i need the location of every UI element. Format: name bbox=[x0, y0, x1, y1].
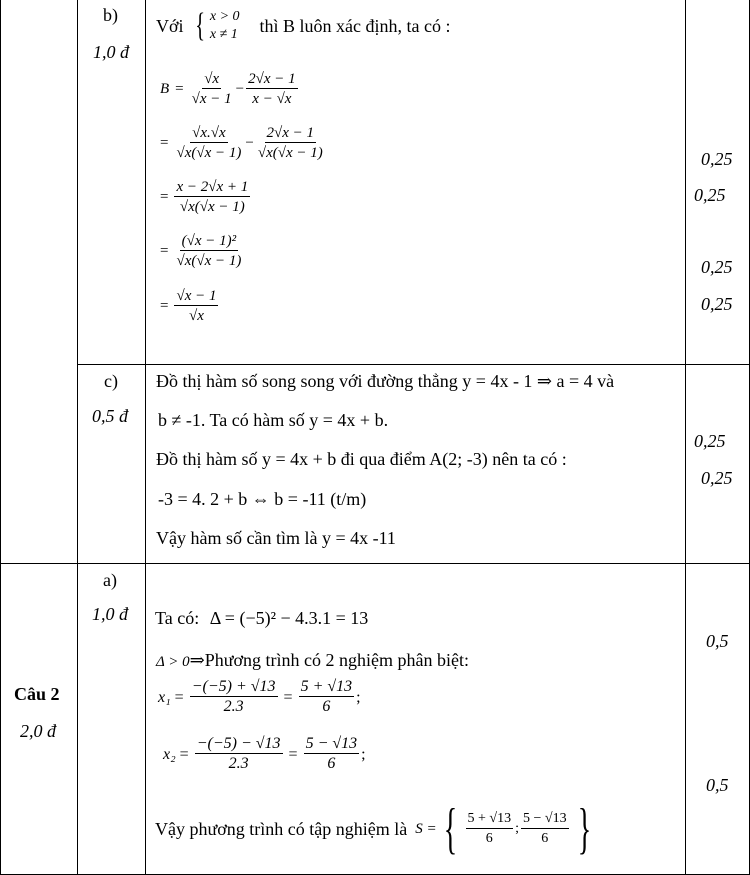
part-b-points: 1,0 đ bbox=[93, 42, 129, 62]
b-score-3: 0,25 bbox=[701, 257, 733, 277]
table-border-left bbox=[0, 0, 1, 875]
condition-brace: { bbox=[194, 7, 205, 44]
b-step-4 bbox=[160, 232, 245, 271]
b-score-4: 0,25 bbox=[701, 294, 733, 314]
root-x2-frac-1: $\frac{-(-5) - √13}{2.3}$ bbox=[196, 735, 281, 772]
part-b-label: b) bbox=[103, 5, 118, 25]
row-divider-c-cau2 bbox=[0, 563, 750, 564]
b-step-2-frac-1: $\frac{√x.√x}{√x(√x - 1)}$ bbox=[176, 125, 242, 161]
b-step-4-eq: = bbox=[160, 243, 169, 259]
b-step-1-frac-2: $\frac{2√x - 1}{x - √x}$ bbox=[248, 71, 296, 107]
delta-prefix: Ta có: bbox=[155, 608, 200, 628]
b-step-2-minus: − bbox=[245, 135, 254, 151]
root-x1-lhs: x₁ bbox=[158, 688, 171, 706]
table-divider-col2 bbox=[145, 0, 146, 875]
delta-line bbox=[155, 608, 368, 628]
c-line-3: Đồ thị hàm số y = 4x + b đi qua điểm A(2; -3) nên ta có : bbox=[156, 449, 567, 469]
root-x2-frac-2: $\frac{5 - √13}{6}$ bbox=[305, 735, 358, 772]
b-score-2: 0,25 bbox=[694, 185, 726, 205]
c-line-1: Đồ thị hàm số song song với đường thẳng y = 4x - 1 ⇒ a = 4 và bbox=[156, 371, 615, 391]
condition-suffix: thì B luôn xác định, ta có : bbox=[259, 16, 451, 36]
condition-1: x > 0 bbox=[209, 9, 240, 24]
b-step-5-frac: $\frac{√x - 1}{√x}$ bbox=[176, 288, 217, 324]
root-x1-eq: = bbox=[174, 688, 184, 706]
b-step-2-frac-2: $\frac{2√x - 1}{√x(√x - 1)}$ bbox=[257, 125, 323, 161]
solution-set-line bbox=[155, 800, 597, 858]
b-step-1-minus: − bbox=[235, 81, 245, 97]
root-x2 bbox=[163, 735, 366, 774]
b-step-4-frac: $\frac{\text{(√x − 1)²}}{√x(√x - 1)}$ bbox=[176, 233, 242, 269]
root-x1-frac-2: $\frac{5 + √13}{6}$ bbox=[300, 678, 353, 715]
root-x1-semicolon: ; bbox=[356, 688, 361, 706]
part-c-label: c) bbox=[104, 371, 118, 391]
b-step-2-eq: = bbox=[160, 135, 169, 151]
solution-set-close-brace: } bbox=[577, 798, 591, 860]
solution-set-lhs: S = bbox=[415, 821, 437, 837]
delta-condition-text: ⇒Phương trình có 2 nghiệm phân biệt: bbox=[189, 650, 469, 670]
condition-2: x ≠ 1 bbox=[209, 27, 238, 42]
solution-set-frac-1: $\frac{5 + √13}{6}$ bbox=[467, 810, 512, 846]
solution-set-semicolon: ; bbox=[515, 821, 519, 836]
condition-system bbox=[210, 8, 240, 44]
root-x1-frac-1: $\frac{-(-5) + √13}{2.3}$ bbox=[191, 678, 276, 715]
c-line-5: Vậy hàm số cần tìm là y = 4x -11 bbox=[156, 528, 396, 548]
delta-condition: Δ > 0 bbox=[156, 654, 190, 670]
root-x1 bbox=[158, 678, 361, 717]
b-step-3-eq: = bbox=[160, 189, 169, 205]
row-divider-bc bbox=[77, 364, 750, 365]
b-step-5 bbox=[160, 287, 220, 326]
root-x2-eq: = bbox=[179, 745, 189, 763]
table-divider-col3 bbox=[685, 0, 686, 875]
c-score-2: 0,25 bbox=[701, 468, 733, 488]
b-step-1-frac-1: $\frac{√x}{√x - 1}$ bbox=[191, 71, 232, 107]
condition-prefix: Với bbox=[156, 16, 184, 36]
delta-condition-line bbox=[156, 650, 469, 672]
part-c-points: 0,5 đ bbox=[92, 406, 128, 426]
solution-set-open-brace: { bbox=[443, 798, 457, 860]
part-a-points: 1,0 đ bbox=[92, 604, 128, 624]
root-x2-semicolon: ; bbox=[361, 745, 366, 763]
a-score-1: 0,5 bbox=[706, 631, 729, 651]
root-x2-eq-2: = bbox=[288, 745, 298, 763]
b-step-3 bbox=[160, 178, 252, 217]
b-step-1 bbox=[160, 70, 300, 109]
solution-set-text: Vậy phương trình có tập nghiệm là bbox=[155, 819, 408, 839]
root-x1-eq-2: = bbox=[283, 688, 293, 706]
condition-line bbox=[156, 4, 451, 48]
part-a-label: a) bbox=[103, 570, 117, 590]
b-score-1: 0,25 bbox=[701, 149, 733, 169]
b-step-3-frac: $\frac{x - 2√x + 1}{√x(√x - 1)}$ bbox=[176, 179, 249, 215]
b-step-5-eq: = bbox=[160, 298, 169, 314]
c-line-4: -3 = 4. 2 + b ⇔ b = -11 (t/m) bbox=[158, 489, 367, 509]
c-score-1: 0,25 bbox=[694, 431, 726, 451]
b-step-2 bbox=[160, 124, 327, 163]
question-points: 2,0 đ bbox=[20, 721, 56, 741]
table-divider-col1 bbox=[77, 0, 78, 875]
root-x2-lhs: x₂ bbox=[163, 745, 176, 763]
delta-expression: Δ = (−5)² − 4.3.1 = 13 bbox=[209, 608, 369, 628]
question-label: Câu 2 bbox=[14, 684, 60, 704]
a-score-2: 0,5 bbox=[706, 775, 729, 795]
b-step-1-lhs: B bbox=[160, 81, 170, 97]
solution-set-frac-2: $\frac{5 - √13}{6}$ bbox=[522, 810, 567, 846]
c-line-2: b ≠ -1. Ta có hàm số y = 4x + b. bbox=[158, 410, 389, 430]
b-step-1-eq: = bbox=[175, 81, 184, 97]
